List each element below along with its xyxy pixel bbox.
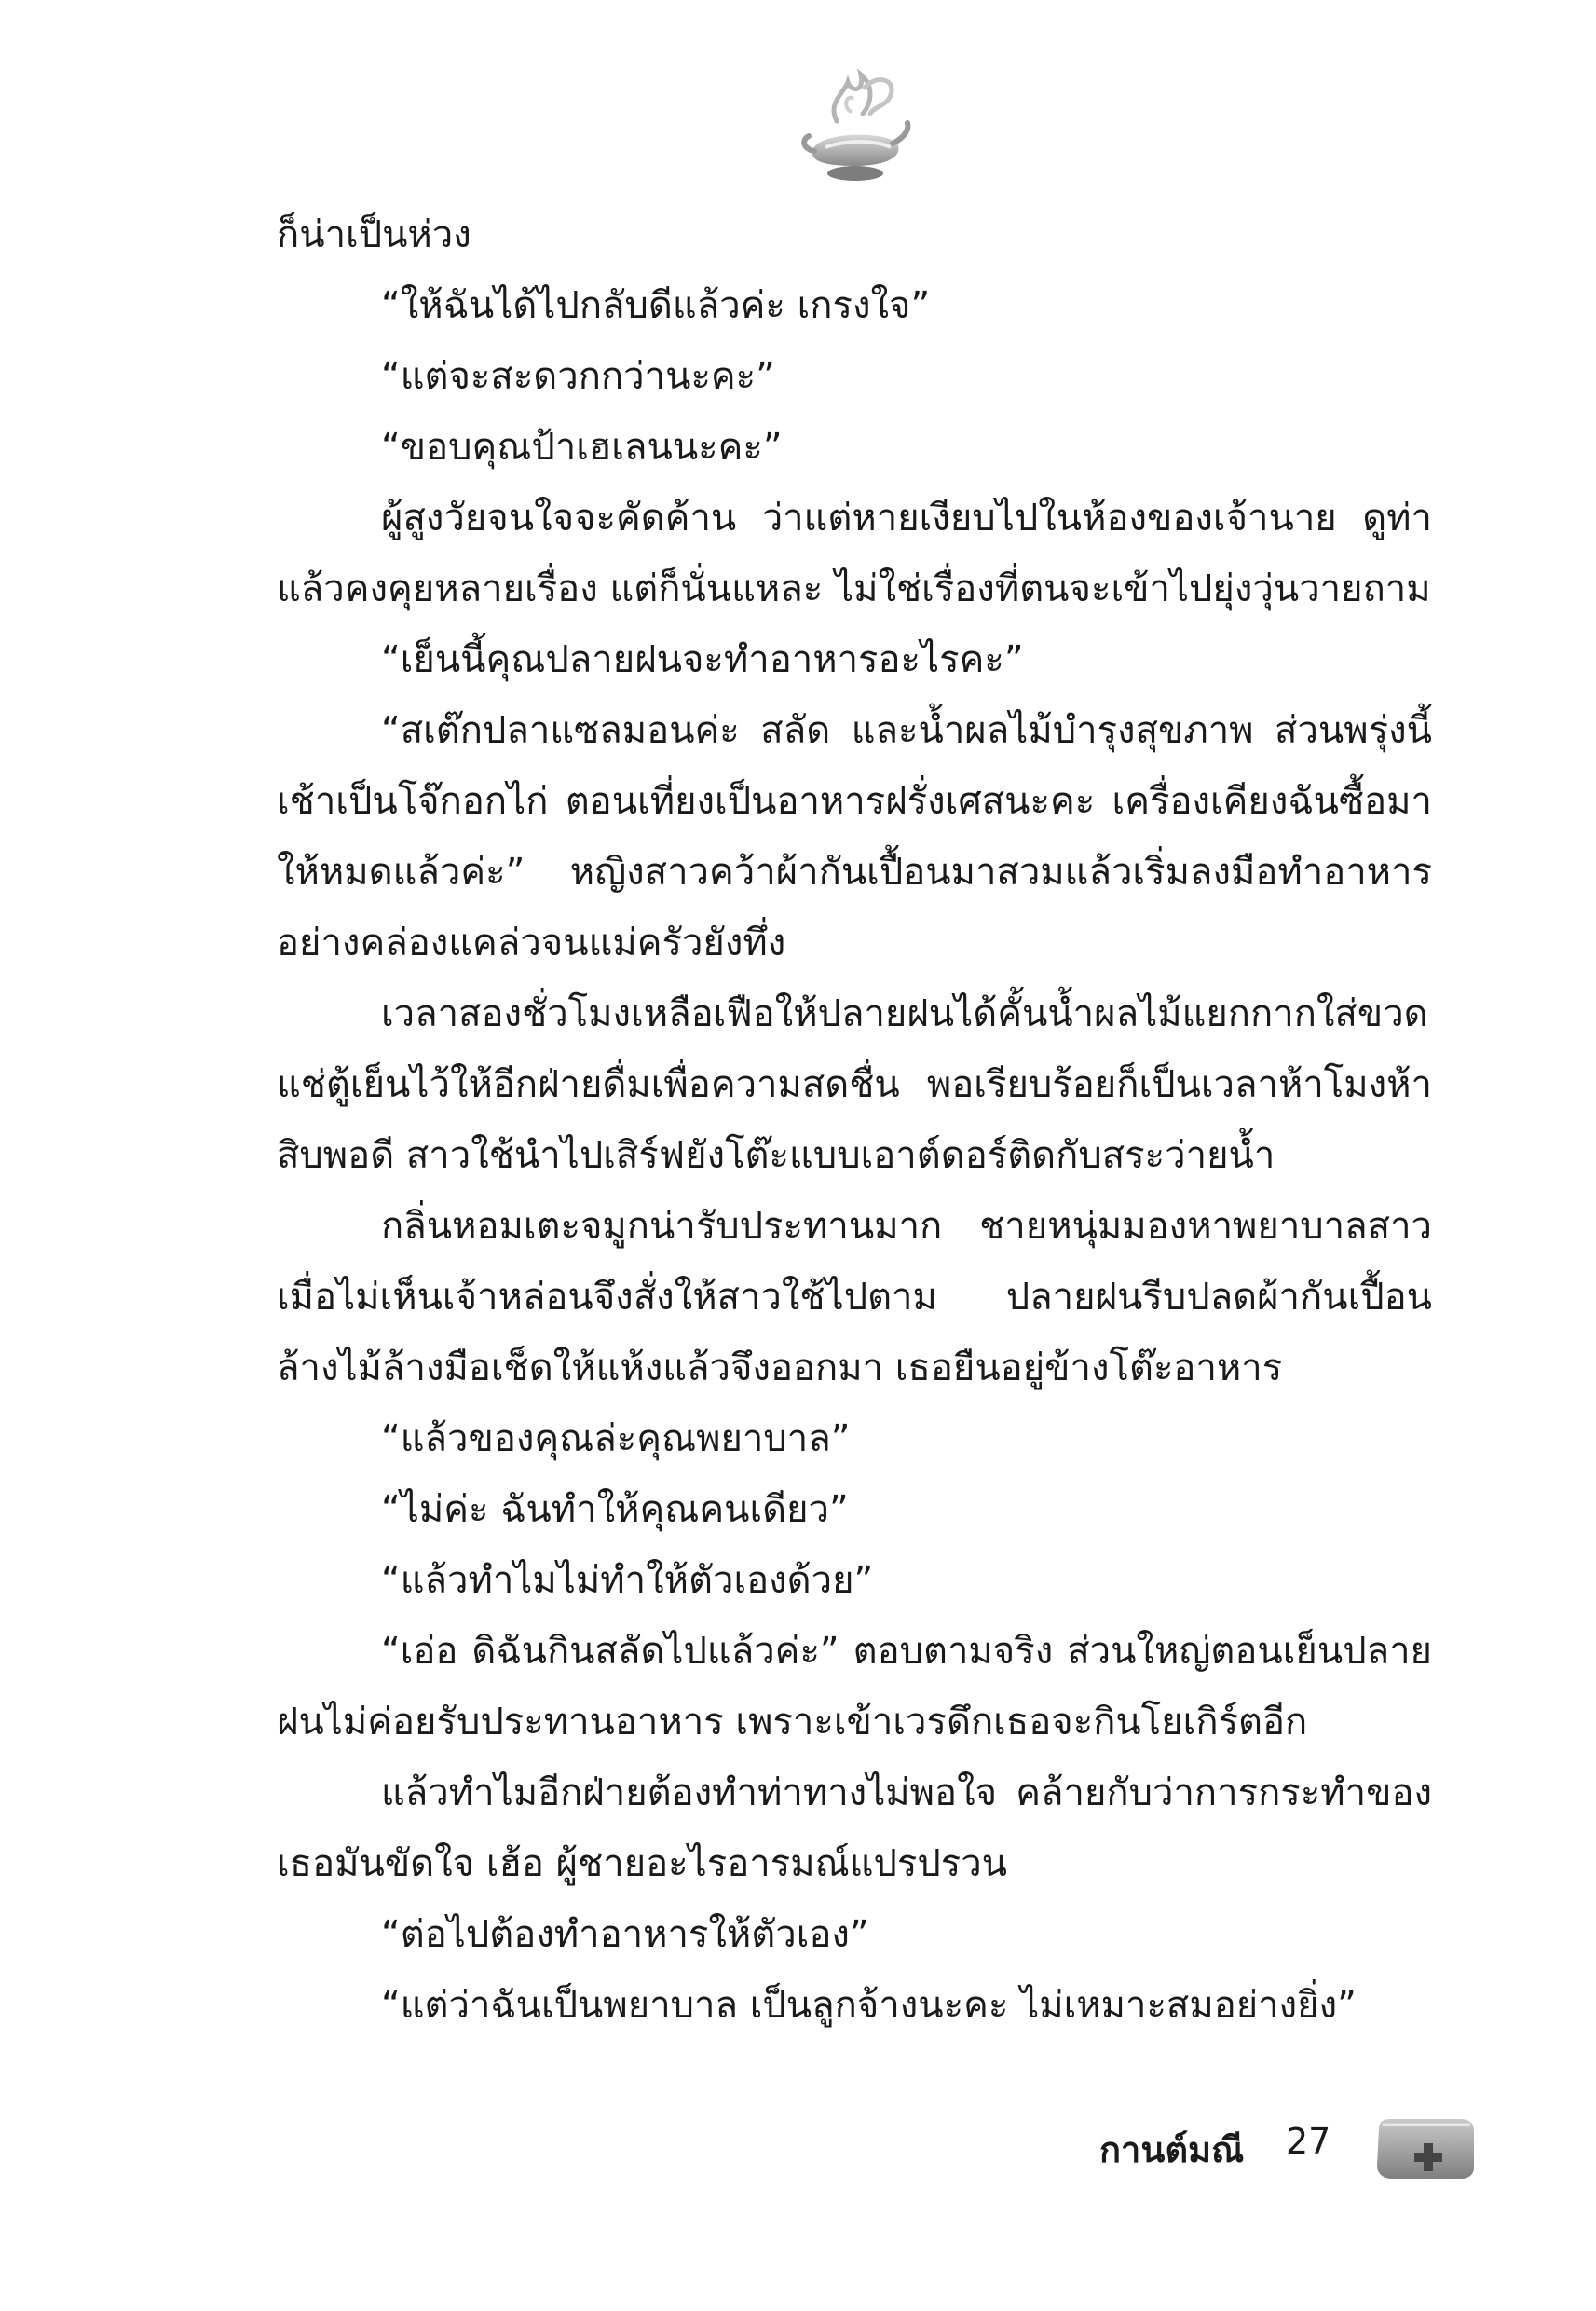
body-text bbox=[277, 199, 1432, 2041]
paragraph: เวลาสองชั่วโมงเหลือเฟือให้ปลายฝนได้คั้นน้ำผลไม้แยกกากใส่ขวดแช่ตู้เย็นไว้ให้อีกฝ่ายดื่มเพื่อความสดชื่น พอเรียบร้อยก็เป็นเวลาห้าโมงห้าสิบพอดี สาวใช้นำไปเสิร์ฟยังโต๊ะแบบเอาต์ดอร์ติดกับสระว่ายน้ำ bbox=[277, 992, 1432, 1177]
first-aid-kit-icon bbox=[1370, 2115, 1481, 2181]
paragraph: “ขอบคุณป้าเฮเลนนะคะ” bbox=[381, 426, 783, 469]
page-number: 27 bbox=[1286, 2121, 1331, 2162]
paragraph: “แต่ว่าฉันเป็นพยาบาล เป็นลูกจ้างนะคะ ไม่เหมาะสมอย่างยิ่ง” bbox=[381, 1984, 1357, 2027]
paragraph: “เย็นนี้คุณปลายฝนจะทำอาหารอะไรคะ” bbox=[381, 638, 1024, 681]
paragraph: “ให้ฉันได้ไปกลับดีแล้วค่ะ เกรงใจ” bbox=[381, 284, 931, 327]
paragraph: “แต่จะสะดวกกว่านะคะ” bbox=[381, 355, 775, 398]
paragraph: “ไม่ค่ะ ฉันทำให้คุณคนเดียว” bbox=[381, 1488, 849, 1531]
paragraph: แล้วทำไมอีกฝ่ายต้องทำท่าทางไม่พอใจ คล้ายกับว่าการกระทำของเธอมันขัดใจ เฮ้อ ผู้ชายอะไรอารมณ์แปรปรวน bbox=[277, 1771, 1432, 1885]
paragraph: กลิ่นหอมเตะจมูกน่ารับประทานมาก ชายหนุ่มมองหาพยาบาลสาวเมื่อไม่เห็นเจ้าหล่อนจึงสั่งให้สาวใช้ไปตาม ปลายฝนรีบปลดผ้ากันเปื้อนล้างไม้ล้างมือเช็ดให้แห้งแล้วจึงออกมา เธอยืนอยู่ข้างโต๊ะอาหาร bbox=[277, 1205, 1432, 1389]
paragraph: “แล้วของคุณล่ะคุณพยาบาล” bbox=[381, 1417, 851, 1460]
paragraph: ผู้สูงวัยจนใจจะคัดค้าน ว่าแต่หายเงียบไปในห้องของเจ้านาย ดูท่าแล้วคงคุยหลายเรื่อง แต่ก็นั่นแหละ ไม่ใช่เรื่องที่ตนจะเข้าไปยุ่งวุ่นวายถาม bbox=[277, 497, 1432, 610]
paragraph: ก็น่าเป็นห่วง bbox=[277, 213, 471, 256]
paragraph: “แล้วทำไมไม่ทำให้ตัวเองด้วย” bbox=[381, 1559, 874, 1602]
paragraph: “ต่อไปต้องทำอาหารให้ตัวเอง” bbox=[381, 1913, 869, 1956]
lamp-ornament-icon bbox=[799, 65, 911, 186]
paragraph: “สเต๊กปลาแซลมอนค่ะ สลัด และน้ำผลไม้บำรุงสุขภาพ ส่วนพรุ่งนี้เช้าเป็นโจ๊กอกไก่ ตอนเที่ยงเป็นอาหารฝรั่งเศสนะคะ เครื่องเคียงฉันซื้อมาให้หมดแล้วค่ะ” หญิงสาวคว้าผ้ากันเปื้อนมาสวมแล้วเริ่มลงมือทำอาหารอย่างคล่องแคล่วจนแม่ครัวยังทึ่ง bbox=[277, 709, 1432, 964]
paragraph: “เอ่อ ดิฉันกินสลัดไปแล้วค่ะ” ตอบตามจริง ส่วนใหญ่ตอนเย็นปลายฝนไม่ค่อยรับประทานอาหาร เพราะเข้าเวรดึกเธอจะกินโยเกิร์ตอีก bbox=[277, 1630, 1432, 1744]
page-footer bbox=[1099, 2115, 1547, 2181]
book-title: กานต์มณี bbox=[1099, 2129, 1245, 2170]
